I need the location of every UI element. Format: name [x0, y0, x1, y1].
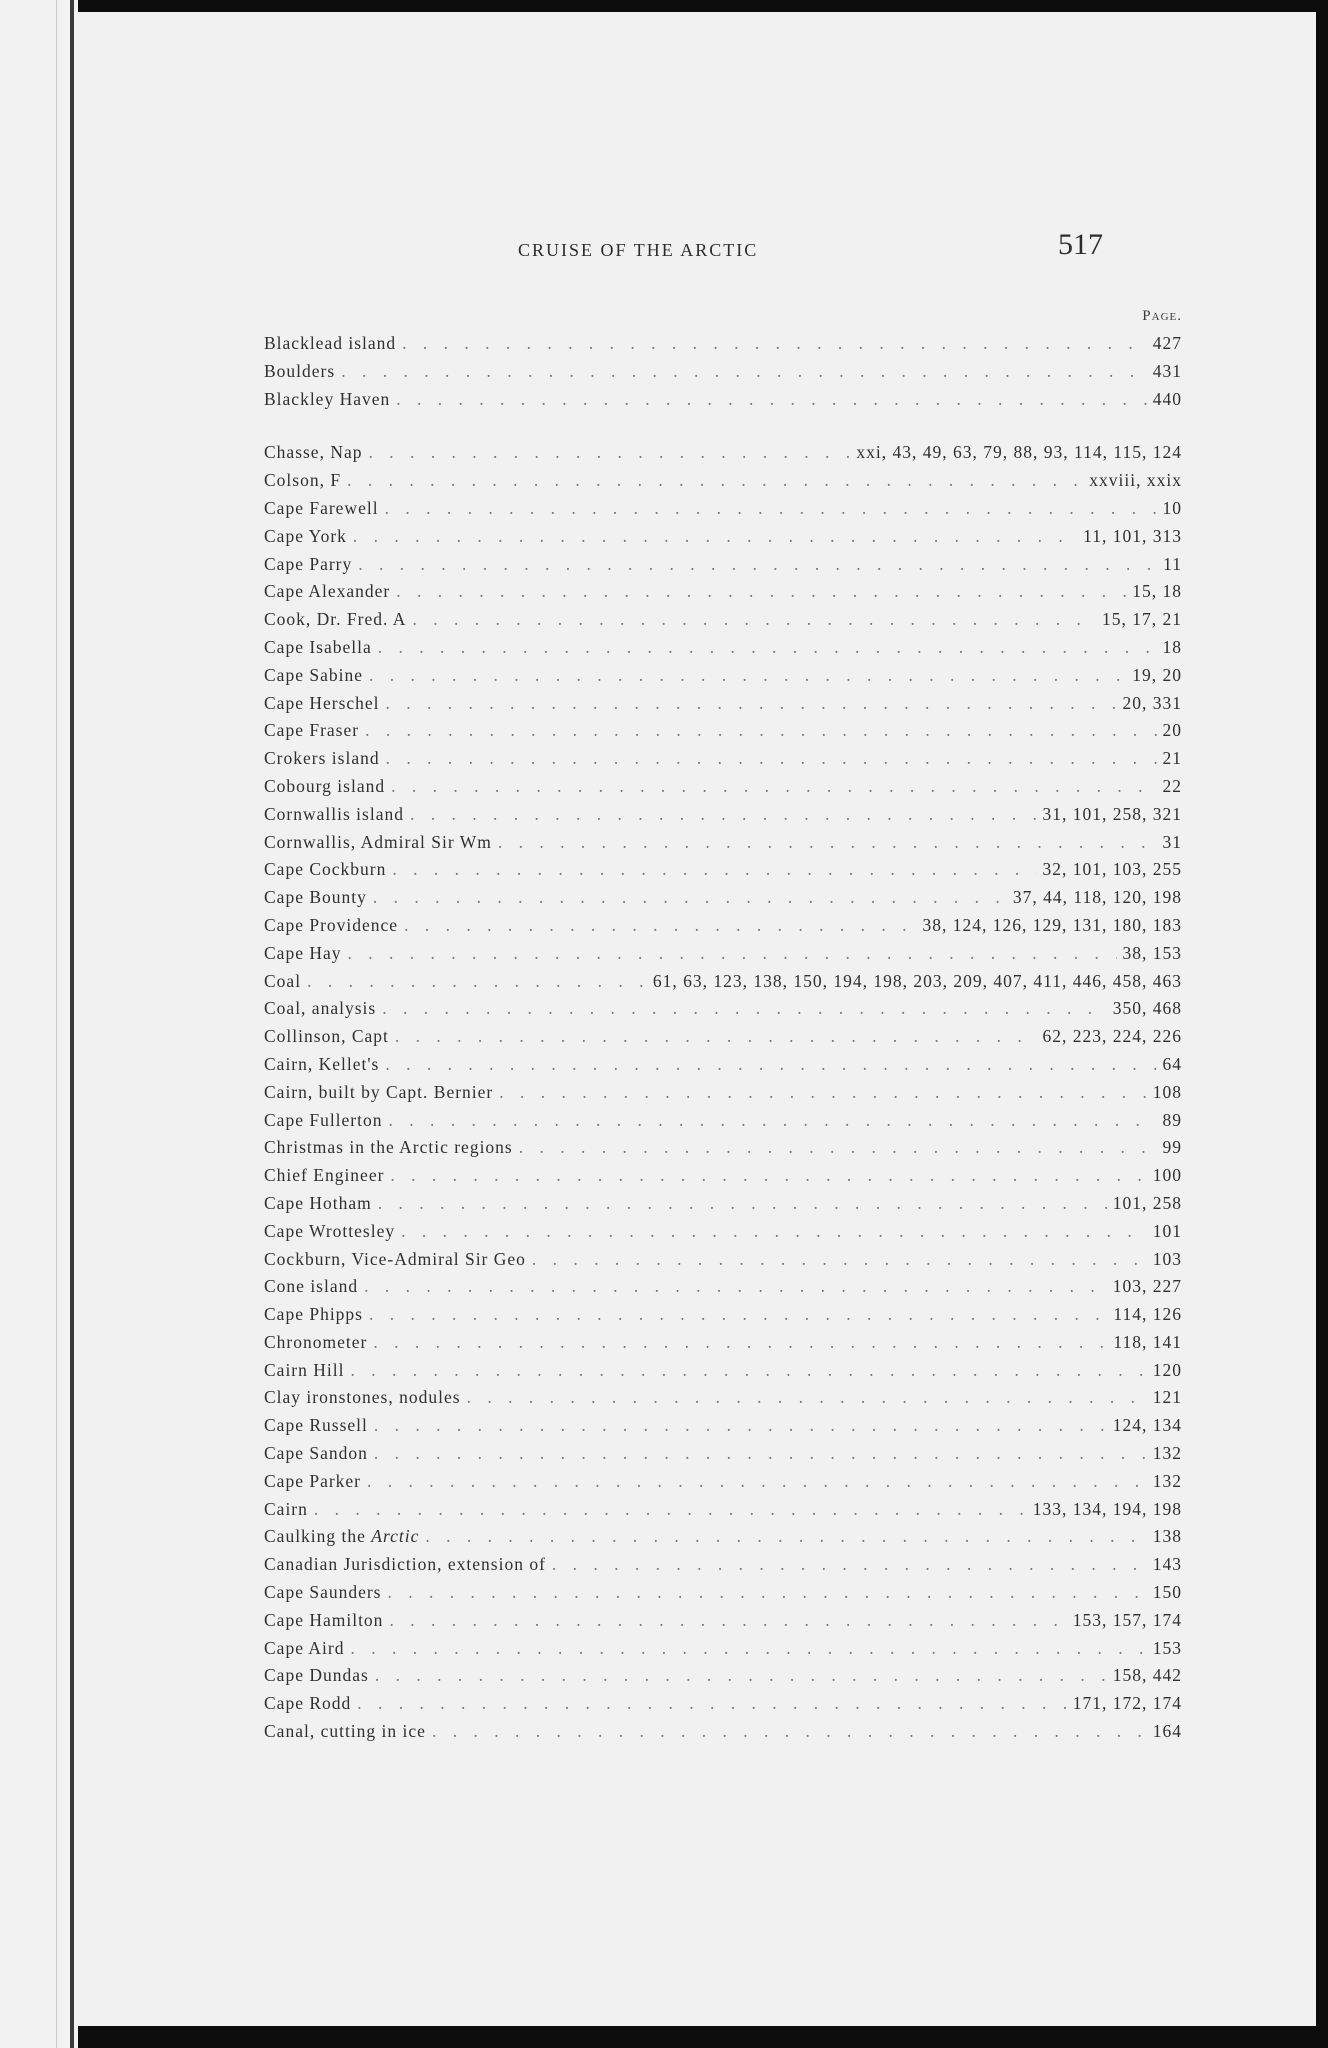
index-entry	[264, 1357, 1182, 1385]
dot-leader	[552, 1551, 1147, 1579]
book-page	[78, 12, 1316, 2026]
entry-term-italic: Arctic	[371, 1526, 420, 1547]
dot-leader	[388, 1579, 1147, 1607]
entry-pages: 101, 258	[1112, 1192, 1182, 1213]
entry-term: Cobourg island	[264, 775, 386, 796]
page-number: 517	[1058, 228, 1103, 261]
index-entry	[264, 1690, 1182, 1718]
dot-leader	[369, 1301, 1107, 1329]
entry-pages: 108	[1152, 1081, 1182, 1102]
index-entry	[264, 1162, 1182, 1190]
index-entry	[264, 495, 1182, 523]
index-entry	[264, 856, 1182, 884]
entry-term: Cape Rodd	[264, 1693, 352, 1714]
index-entry	[264, 1523, 1182, 1551]
entry-term: Cornwallis island	[264, 803, 404, 824]
index-entry	[264, 1246, 1182, 1274]
entry-term: Cape Parker	[264, 1470, 362, 1491]
entry-term: Cape Isabella	[264, 636, 372, 657]
index-entry	[264, 1218, 1182, 1246]
entry-term: Cairn, built by Capt. Bernier	[264, 1081, 494, 1102]
entry-term: Cockburn, Vice-Admiral Sir Geo	[264, 1248, 526, 1269]
entry-term: Cairn Hill	[264, 1359, 345, 1380]
entry-pages: 20, 331	[1122, 692, 1182, 713]
binding-line	[56, 0, 57, 2048]
entry-pages: 440	[1152, 388, 1182, 409]
index-entry	[264, 1468, 1182, 1496]
dot-leader	[389, 1107, 1157, 1135]
dot-leader	[392, 856, 1036, 884]
index-entry	[264, 1190, 1182, 1218]
dot-leader	[382, 995, 1107, 1023]
index-entry	[264, 1662, 1182, 1690]
index-entry	[264, 690, 1182, 718]
index-entry	[264, 358, 1182, 386]
dot-leader	[378, 634, 1157, 662]
dot-leader	[353, 523, 1077, 551]
entry-term: Blacklead island	[264, 333, 397, 353]
entry-pages: 37, 44, 118, 120, 198	[1012, 887, 1182, 908]
dot-leader	[375, 1662, 1107, 1690]
dot-leader	[364, 1273, 1107, 1301]
entry-term: Cape Hamilton	[264, 1609, 384, 1630]
dot-leader	[350, 1357, 1146, 1385]
index-entry	[264, 1440, 1182, 1468]
index-entry	[264, 801, 1182, 829]
dot-leader	[498, 829, 1157, 857]
entry-term: Canadian Jurisdiction, extension of	[264, 1554, 546, 1575]
entry-term: Coal	[264, 970, 302, 991]
entry-pages: 19, 20	[1132, 664, 1182, 685]
index-entry	[264, 829, 1182, 857]
index-entry	[264, 551, 1182, 579]
entry-pages: 38, 124, 126, 129, 131, 180, 183	[922, 914, 1182, 935]
entry-pages: 132	[1152, 1443, 1182, 1464]
entry-term: Chief Engineer	[264, 1165, 385, 1186]
entry-term: Cape Fraser	[264, 720, 360, 741]
entry-term-prefix: Caulking the	[264, 1526, 372, 1547]
index-entry	[264, 1412, 1182, 1440]
entry-term: Cape Russell	[264, 1415, 368, 1436]
entry-pages: 15, 18	[1132, 581, 1182, 602]
entry-pages: 15, 17, 21	[1102, 609, 1182, 630]
dot-leader	[367, 1468, 1147, 1496]
group-spacer	[264, 413, 1182, 439]
dot-leader	[378, 1190, 1107, 1218]
entry-pages: xxi, 43, 49, 63, 79, 88, 93, 114, 115, 124	[856, 442, 1182, 463]
dot-leader	[314, 1496, 1027, 1524]
entry-term: Cape Herschel	[264, 692, 380, 713]
index-entry	[264, 439, 1182, 467]
entry-term: Blackley Haven	[264, 388, 391, 409]
entry-pages: 114, 126	[1113, 1304, 1182, 1325]
entry-term: Cape Sandon	[264, 1443, 368, 1464]
dot-leader	[391, 773, 1156, 801]
entry-term: Boulders	[264, 360, 336, 381]
index-entry	[264, 1079, 1182, 1107]
entry-pages: 150	[1152, 1582, 1182, 1603]
entry-term	[264, 1523, 419, 1551]
entry-pages: 22	[1162, 775, 1182, 796]
entry-pages: 11, 101, 313	[1083, 525, 1182, 546]
index-entry	[264, 578, 1182, 606]
dot-leader	[467, 1384, 1147, 1412]
entry-pages: 350, 468	[1112, 998, 1182, 1019]
dot-leader	[307, 968, 647, 996]
entry-term: Cairn	[264, 1498, 308, 1519]
entry-term: Coal, analysis	[264, 998, 377, 1019]
index-group-b	[264, 330, 1182, 413]
dot-leader	[357, 1690, 1066, 1718]
index-entry	[264, 634, 1182, 662]
dot-leader	[395, 1023, 1037, 1051]
dot-leader	[347, 467, 1083, 495]
index-entry	[264, 1329, 1182, 1357]
index-entry	[264, 386, 1182, 414]
entry-term: Cape York	[264, 525, 347, 546]
entry-term: Cape Phipps	[264, 1304, 363, 1325]
dot-leader	[368, 439, 850, 467]
entry-term: Christmas in the Arctic regions	[264, 1137, 513, 1158]
entry-term: Cape Fullerton	[264, 1109, 383, 1130]
page-column-heading: Page.	[1142, 308, 1182, 324]
left-gutter	[0, 0, 78, 2048]
entry-pages: 153	[1152, 1637, 1182, 1658]
dot-leader	[350, 1635, 1146, 1663]
index-entry	[264, 1384, 1182, 1412]
index-entry	[264, 717, 1182, 745]
entry-pages: xxviii, xxix	[1089, 470, 1182, 491]
entry-term: Cape Hay	[264, 942, 342, 963]
entry-term: Crokers island	[264, 748, 380, 769]
dot-leader	[532, 1246, 1147, 1274]
dot-leader	[425, 1523, 1146, 1551]
index-group-c	[264, 439, 1182, 1745]
dot-leader	[386, 690, 1117, 718]
entry-pages: 31	[1162, 831, 1182, 852]
dot-leader	[358, 551, 1157, 579]
entry-term: Canal, cutting in ice	[264, 1721, 426, 1742]
entry-term: Cape Hotham	[264, 1192, 372, 1213]
index-entry	[264, 523, 1182, 551]
dot-leader	[412, 606, 1096, 634]
entry-pages: 18	[1162, 636, 1182, 657]
entry-term: Cape Parry	[264, 553, 353, 574]
entry-term: Chronometer	[264, 1331, 368, 1352]
index-entry	[264, 1579, 1182, 1607]
entry-term: Cape Farewell	[264, 497, 379, 518]
index-entry	[264, 773, 1182, 801]
dot-leader	[390, 1162, 1146, 1190]
entry-pages: 138	[1152, 1526, 1182, 1547]
index-entry	[264, 968, 1182, 996]
entry-term: Clay ironstones, nodules	[264, 1387, 461, 1408]
entry-pages: 99	[1162, 1137, 1182, 1158]
dot-leader	[386, 745, 1157, 773]
entry-term: Cook, Dr. Fred. A	[264, 609, 407, 630]
dot-leader	[373, 884, 1007, 912]
entry-term: Cape Sabine	[264, 664, 363, 685]
dot-leader	[369, 662, 1126, 690]
running-title: CRUISE OF THE ARCTIC	[518, 240, 759, 260]
page-header	[78, 228, 1316, 272]
dot-leader	[385, 1051, 1156, 1079]
entry-term: Colson, F	[264, 470, 342, 491]
entry-pages: 427	[1152, 333, 1182, 353]
dot-leader	[402, 330, 1147, 358]
index-entry	[264, 745, 1182, 773]
entry-term: Cape Aird	[264, 1637, 345, 1658]
index-entry	[264, 662, 1182, 690]
dot-leader	[401, 1218, 1147, 1246]
index-entry	[264, 1607, 1182, 1635]
index-entry	[264, 606, 1182, 634]
entry-pages: 101	[1152, 1220, 1182, 1241]
entry-term: Cape Alexander	[264, 581, 391, 602]
entry-pages: 62, 223, 224, 226	[1042, 1026, 1182, 1047]
dot-leader	[374, 1412, 1107, 1440]
index-entry	[264, 467, 1182, 495]
dot-leader	[389, 1607, 1066, 1635]
entry-term: Chasse, Nap	[264, 442, 363, 463]
dot-leader	[374, 1440, 1147, 1468]
binding-rule	[70, 0, 74, 2048]
entry-pages: 38, 153	[1122, 942, 1182, 963]
index-entry	[264, 1107, 1182, 1135]
entry-term: Cornwallis, Admiral Sir Wm	[264, 831, 492, 852]
dot-leader	[365, 717, 1156, 745]
dot-leader	[396, 578, 1126, 606]
index-entry	[264, 1496, 1182, 1524]
entry-pages: 11	[1163, 553, 1182, 574]
index-entry	[264, 884, 1182, 912]
index-entry	[264, 1273, 1182, 1301]
dot-leader	[499, 1079, 1147, 1107]
entry-pages: 100	[1152, 1165, 1182, 1186]
index-entry	[264, 1051, 1182, 1079]
entry-pages: 164	[1152, 1721, 1182, 1742]
index-entry	[264, 330, 1182, 358]
index-entry	[264, 1023, 1182, 1051]
entry-pages: 103	[1152, 1248, 1182, 1269]
dot-leader	[396, 386, 1147, 414]
entry-pages: 89	[1162, 1109, 1182, 1130]
dot-leader	[348, 940, 1117, 968]
entry-pages: 61, 63, 123, 138, 150, 194, 198, 203, 209, 407, 411, 446, 458, 463	[652, 970, 1182, 991]
entry-term: Cape Cockburn	[264, 859, 387, 880]
index-entry	[264, 1635, 1182, 1663]
entry-pages: 103, 227	[1112, 1276, 1182, 1297]
entry-pages: 158, 442	[1112, 1665, 1182, 1686]
dot-leader	[432, 1718, 1147, 1746]
index-entry	[264, 912, 1182, 940]
index-entry	[264, 995, 1182, 1023]
entry-pages: 20	[1162, 720, 1182, 741]
entry-pages: 124, 134	[1112, 1415, 1182, 1436]
entry-pages: 64	[1162, 1053, 1182, 1074]
entry-pages: 32, 101, 103, 255	[1042, 859, 1182, 880]
entry-term: Cone island	[264, 1276, 359, 1297]
index-entry	[264, 1718, 1182, 1746]
entry-pages: 171, 172, 174	[1072, 1693, 1182, 1714]
dot-leader	[404, 912, 916, 940]
entry-pages: 132	[1152, 1470, 1182, 1491]
entry-pages: 31, 101, 258, 321	[1042, 803, 1182, 824]
entry-pages: 133, 134, 194, 198	[1032, 1498, 1182, 1519]
index-list	[264, 302, 1182, 1746]
entry-term: Cape Wrottesley	[264, 1220, 396, 1241]
entry-pages: 431	[1152, 360, 1182, 381]
entry-term: Cape Bounty	[264, 887, 367, 908]
entry-pages: 118, 141	[1113, 1331, 1182, 1352]
entry-pages: 153, 157, 174	[1072, 1609, 1182, 1630]
entry-pages: 121	[1152, 1387, 1182, 1408]
index-entry	[264, 1301, 1182, 1329]
entry-term: Cape Providence	[264, 914, 399, 935]
dot-leader	[373, 1329, 1107, 1357]
entry-pages: 120	[1152, 1359, 1182, 1380]
entry-pages: 21	[1162, 748, 1182, 769]
entry-pages: 143	[1152, 1554, 1182, 1575]
entry-term: Cairn, Kellet's	[264, 1053, 380, 1074]
entry-pages: 10	[1162, 497, 1182, 518]
index-entry	[264, 1551, 1182, 1579]
dot-leader	[519, 1134, 1157, 1162]
index-entry	[264, 940, 1182, 968]
index-entry	[264, 1134, 1182, 1162]
entry-term: Cape Saunders	[264, 1582, 382, 1603]
dot-leader	[341, 358, 1147, 386]
entry-term: Collinson, Capt	[264, 1026, 389, 1047]
dot-leader	[385, 495, 1157, 523]
entry-term: Cape Dundas	[264, 1665, 369, 1686]
dot-leader	[410, 801, 1037, 829]
